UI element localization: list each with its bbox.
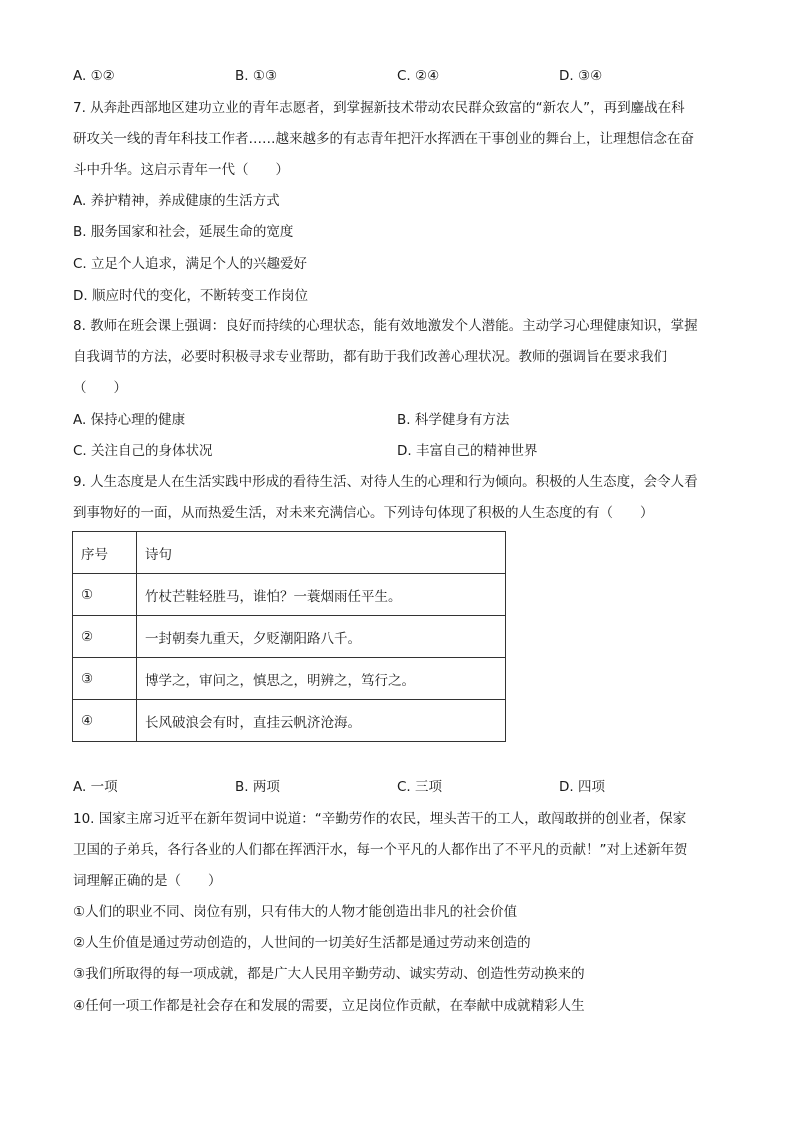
poem-table — [72, 531, 506, 742]
table-cell-number: ② — [73, 616, 137, 658]
q8-option-c: C. 关注自己的身体状况 — [73, 443, 213, 459]
q8-stem-line: 自我调节的方法，必要时积极寻求专业帮助，都有助于我们改善心理状况。教师的强调旨在要求我们 — [73, 349, 667, 365]
table-header-poem: 诗句 — [137, 532, 506, 574]
table-cell-poem: 竹杖芒鞋轻胜马，谁怕？一蓑烟雨任平生。 — [137, 574, 506, 616]
q7-stem-line: 研攻关一线的青年科技工作者……越来越多的有志青年把汗水挥洒在干事创业的舞台上，让理想信念在奋 — [73, 131, 694, 147]
q9-option-b: B. 两项 — [235, 779, 280, 795]
table-cell-poem: 博学之，审问之，慎思之，明辨之，笃行之。 — [137, 658, 506, 700]
q8-stem-line: （ ） — [73, 380, 127, 396]
q10-stem-line: 词理解正确的是（ ） — [73, 873, 222, 889]
q10-statement-2: ②人生价值是通过劳动创造的，人世间的一切美好生活都是通过劳动来创造的 — [73, 935, 531, 951]
q9-option-a: A. 一项 — [73, 779, 118, 795]
q10-statement-1: ①人们的职业不同、岗位有别，只有伟大的人物才能创造出非凡的社会价值 — [73, 904, 518, 920]
table-header-row — [73, 532, 506, 574]
q7-stem-line: 7. 从奔赴西部地区建功立业的青年志愿者，到掌握新技术带动农民群众致富的“新农人”，再到鏖战在科 — [73, 100, 685, 116]
table-cell-number: ④ — [73, 700, 137, 742]
q9-option-d: D. 四项 — [559, 779, 605, 795]
q8-option-b: B. 科学健身有方法 — [397, 412, 510, 428]
q10-statement-4: ④任何一项工作都是社会存在和发展的需要，立足岗位作贡献，在奉献中成就精彩人生 — [73, 998, 585, 1014]
q7-option-a: A. 养护精神，养成健康的生活方式 — [73, 193, 280, 209]
q6-option-c: C. ②④ — [397, 68, 440, 84]
table-cell-poem: 长风破浪会有时，直挂云帆济沧海。 — [137, 700, 506, 742]
q6-option-a: A. ①② — [73, 68, 115, 84]
q9-option-c: C. 三项 — [397, 779, 443, 795]
table-row — [73, 574, 506, 616]
q8-option-d: D. 丰富自己的精神世界 — [397, 443, 538, 459]
table-cell-number: ③ — [73, 658, 137, 700]
q10-stem-line: 10. 国家主席习近平在新年贺词中说道：“辛勤劳作的农民，埋头苦干的工人，敢闯敢拼的创业者，保家 — [73, 811, 687, 827]
q7-stem-line: 斗中升华。这启示青年一代（ ） — [73, 162, 289, 178]
q10-statement-3: ③我们所取得的每一项成就，都是广大人民用辛勤劳动、诚实劳动、创造性劳动换来的 — [73, 966, 585, 982]
table-row — [73, 658, 506, 700]
q6-option-b: B. ①③ — [235, 68, 278, 84]
table-header-number: 序号 — [73, 532, 137, 574]
table-cell-poem: 一封朝奏九重天，夕贬潮阳路八千。 — [137, 616, 506, 658]
q8-option-a: A. 保持心理的健康 — [73, 412, 186, 428]
q7-option-d: D. 顺应时代的变化，不断转变工作岗位 — [73, 288, 308, 304]
q9-stem-line: 9. 人生态度是人在生活实践中形成的看待生活、对待人生的心理和行为倾向。积极的人生态度，会令人看 — [73, 474, 698, 490]
q7-option-b: B. 服务国家和社会，延展生命的宽度 — [73, 224, 294, 240]
q9-stem-line: 到事物好的一面，从而热爱生活，对未来充满信心。下列诗句体现了积极的人生态度的有（ ） — [73, 505, 654, 521]
table-row — [73, 700, 506, 742]
q6-option-d: D. ③④ — [559, 68, 603, 84]
q10-stem-line: 卫国的子弟兵，各行各业的人们都在挥洒汗水，每一个平凡的人都作出了不平凡的贡献！”对上述新年贺 — [73, 842, 688, 858]
q8-stem-line: 8. 教师在班会课上强调：良好而持续的心理状态，能有效地激发个人潜能。主动学习心理健康知识，掌握 — [73, 318, 698, 334]
table-cell-number: ① — [73, 574, 137, 616]
q7-option-c: C. 立足个人追求，满足个人的兴趣爱好 — [73, 256, 308, 272]
table-row — [73, 616, 506, 658]
